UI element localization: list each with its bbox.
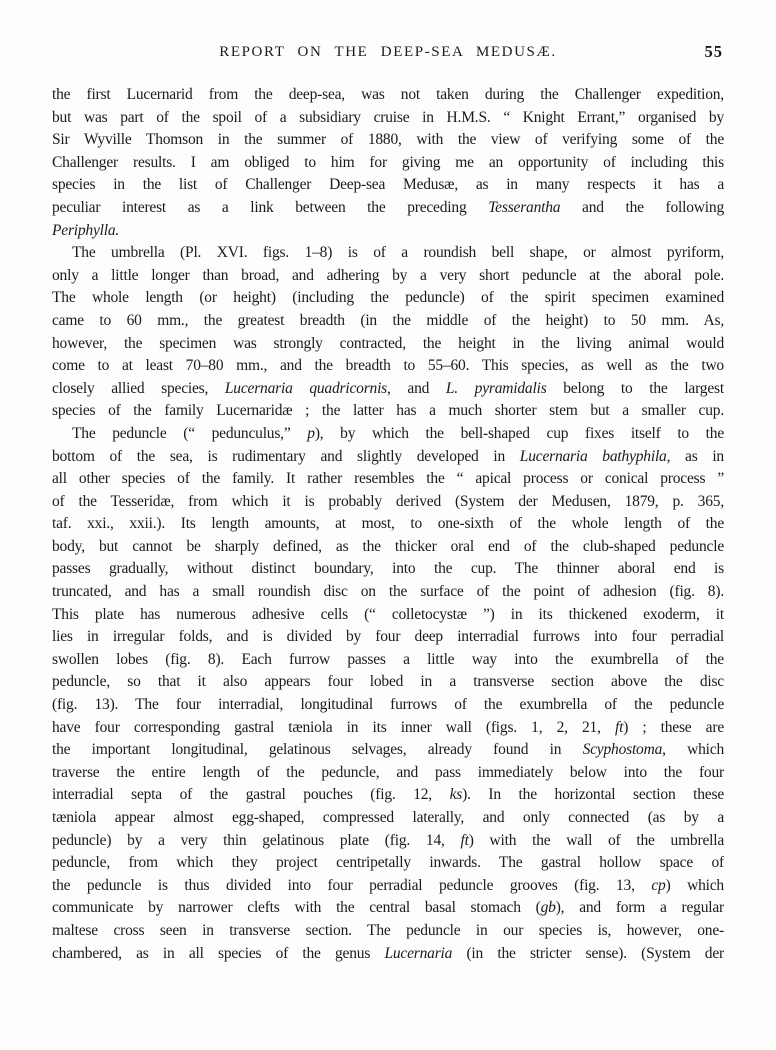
text-run: species in the list of Challenger Deep-sea Medusæ, as in many respects it has a bbox=[52, 176, 724, 194]
text-run: , as in bbox=[666, 447, 724, 465]
italic-term: gb bbox=[540, 899, 556, 917]
text-run: , and bbox=[387, 379, 446, 397]
text-run: however, the specimen was strongly contracted, the height in the living animal would bbox=[52, 334, 724, 352]
text-line bbox=[52, 558, 724, 581]
text-run: The whole length (or height) (including the peduncle) of the spirit specimen examined bbox=[52, 289, 724, 307]
text-run: closely allied species, bbox=[52, 379, 225, 397]
text-line bbox=[52, 739, 724, 762]
text-run: interradial septa of the gastral pouches (fig. 12, bbox=[52, 786, 450, 804]
italic-term: p bbox=[307, 424, 315, 442]
italic-term: cp bbox=[651, 876, 666, 894]
text-run: , which bbox=[662, 741, 724, 759]
text-run: tæniola appear almost egg-shaped, compressed laterally, and only connected (as by a bbox=[52, 809, 724, 826]
text-run: the peduncle is thus divided into four perradial peduncle grooves (fig. 13, bbox=[52, 876, 652, 894]
italic-term: ft bbox=[460, 831, 469, 849]
text-run: taf. xxi., xxii.). Its length amounts, at most, to one-sixth of the whole length of the bbox=[52, 515, 724, 533]
text-line bbox=[52, 784, 724, 807]
italic-term: Scyphostoma bbox=[582, 741, 663, 759]
text-run: of the Tesseridæ, from which it is probably derived (System der Medusen, 1879, p. 365, bbox=[52, 492, 724, 510]
text-line bbox=[52, 242, 724, 265]
paragraph bbox=[52, 423, 724, 965]
text-run: (fig. 13). The four interradial, longitudinal furrows of the exumbrella of the peduncle bbox=[52, 696, 724, 714]
text-run: come to at least 70–80 mm., and the breadth to 55–60. This species, as well as the two bbox=[52, 357, 724, 375]
text-line bbox=[52, 897, 724, 920]
text-run: lies in irregular folds, and is divided by four deep interradial furrows into four perradial bbox=[52, 628, 724, 646]
text-run: The umbrella (Pl. XVI. figs. 1–8) is of a roundish bell shape, or almost pyriform, bbox=[72, 244, 724, 262]
text-line bbox=[52, 626, 724, 649]
text-line bbox=[52, 400, 724, 423]
text-line bbox=[52, 513, 724, 536]
text-line bbox=[52, 152, 724, 175]
text-line bbox=[52, 107, 724, 130]
text-run: ) with the wall of the umbrella bbox=[468, 831, 724, 849]
italic-term: ft bbox=[614, 718, 624, 736]
text-line bbox=[52, 446, 724, 469]
text-line bbox=[52, 423, 724, 446]
text-run: passes gradually, without distinct boundary, into the cup. The thinner aboral end is bbox=[52, 560, 724, 578]
text-line bbox=[52, 333, 724, 356]
text-run: the important longitudinal, gelatinous selvages, already found in bbox=[52, 741, 583, 759]
text-line bbox=[52, 604, 724, 627]
text-run: This plate has numerous adhesive cells (“ colletocystæ ”) in its thickened exoderm, it bbox=[52, 605, 724, 623]
text-line bbox=[52, 197, 724, 220]
text-line bbox=[52, 649, 724, 672]
italic-term: Lucernaria quadricornis bbox=[224, 379, 388, 397]
text-run: bottom of the sea, is rudimentary and slightly developed in bbox=[52, 447, 520, 465]
text-run: but was part of the spoil of a subsidiary cruise in H.M.S. “ Knight Errant,” organised by bbox=[52, 108, 724, 126]
text-line bbox=[52, 355, 724, 378]
text-run: ) ; these are bbox=[623, 718, 724, 736]
text-line bbox=[52, 852, 724, 875]
text-line bbox=[52, 807, 724, 830]
text-line bbox=[52, 287, 724, 310]
text-run: the first Lucernarid from the deep-sea, was not taken during the Challenger expedition, bbox=[52, 86, 724, 103]
text-line bbox=[52, 491, 724, 514]
text-line bbox=[52, 830, 724, 853]
text-run: body, but cannot be sharply defined, as the thicker oral end of the club-shaped peduncle bbox=[52, 537, 724, 555]
text-line bbox=[52, 129, 724, 152]
text-run: ) which bbox=[665, 876, 724, 894]
text-line bbox=[52, 694, 724, 717]
text-run: The peduncle (“ pedunculus,” bbox=[72, 424, 308, 442]
text-run: chambered, as in all species of the genus bbox=[52, 944, 385, 962]
text-run: truncated, and has a small roundish disc on the surface of the point of adhesion (fig. 8). bbox=[52, 583, 724, 601]
text-line bbox=[52, 468, 724, 491]
italic-term: Tesserantha bbox=[488, 198, 561, 216]
text-line bbox=[52, 378, 724, 401]
paragraph bbox=[52, 242, 724, 423]
text-block bbox=[52, 84, 724, 965]
text-line bbox=[52, 920, 724, 943]
text-line bbox=[52, 265, 724, 288]
text-run: peduncle) by a very thin gelatinous plate (fig. 14, bbox=[52, 831, 461, 849]
text-line bbox=[52, 310, 724, 333]
text-run: ), and form a regular bbox=[555, 899, 724, 917]
page-header bbox=[52, 42, 724, 62]
text-run: communicate by narrower clefts with the central basal stomach ( bbox=[52, 899, 541, 917]
text-run: came to 60 mm., the greatest breadth (in the middle of the height) to 50 mm. As, bbox=[52, 311, 724, 329]
italic-term: Lucernaria bbox=[384, 944, 453, 962]
text-run: (in the stricter sense). (System der bbox=[452, 944, 724, 962]
text-run: peculiar interest as a link between the preceding bbox=[52, 198, 489, 216]
text-line bbox=[52, 174, 724, 197]
text-run: Challenger results. I am obliged to him for giving me an opportunity of including this bbox=[52, 153, 724, 171]
text-run: traverse the entire length of the peduncle, and pass immediately below into the four bbox=[52, 763, 724, 781]
text-line bbox=[52, 220, 724, 243]
text-line bbox=[52, 762, 724, 785]
text-run: and the following bbox=[560, 198, 724, 216]
text-line bbox=[52, 581, 724, 604]
text-line bbox=[52, 84, 724, 107]
text-run: swollen lobes (fig. 8). Each furrow passes a little way into the exumbrella of the bbox=[52, 650, 724, 668]
text-run: have four corresponding gastral tæniola in its inner wall (figs. 1, 2, 21, bbox=[52, 718, 615, 736]
text-line bbox=[52, 875, 724, 898]
page-number: 55 bbox=[704, 42, 723, 61]
italic-term: Lucernaria bathyphila bbox=[519, 447, 667, 465]
italic-term: L. pyramidalis bbox=[445, 379, 547, 397]
text-run: Sir Wyville Thomson in the summer of 1880, with the view of verifying some of the bbox=[52, 131, 724, 149]
text-line bbox=[52, 943, 724, 966]
running-title: REPORT ON THE DEEP-SEA MEDUSÆ. bbox=[219, 44, 557, 60]
text-line bbox=[52, 717, 724, 740]
text-run: peduncle, so that it also appears four lobed in a transverse section above the disc bbox=[52, 673, 724, 691]
text-run: maltese cross seen in transverse section. The peduncle in our species is, however, one- bbox=[52, 921, 724, 939]
italic-term: ks bbox=[449, 786, 463, 804]
text-run: ). In the horizontal section these bbox=[462, 786, 724, 804]
text-run: belong to the largest bbox=[546, 379, 724, 397]
text-run: all other species of the family. It rather resembles the “ apical process or conical process ” bbox=[52, 470, 724, 488]
text-run: ), by which the bell-shaped cup fixes itself to the bbox=[314, 424, 724, 442]
italic-term: Periphylla. bbox=[52, 221, 120, 239]
text-run: species of the family Lucernaridæ ; the latter has a much shorter stem but a smaller cup. bbox=[52, 402, 724, 420]
paragraph bbox=[52, 84, 724, 242]
text-run: only a little longer than broad, and adhering by a very short peduncle at the aboral pole. bbox=[52, 266, 724, 284]
text-line bbox=[52, 536, 724, 559]
text-line bbox=[52, 671, 724, 694]
text-run: peduncle, from which they project centripetally inwards. The gastral hollow space of bbox=[52, 854, 724, 872]
